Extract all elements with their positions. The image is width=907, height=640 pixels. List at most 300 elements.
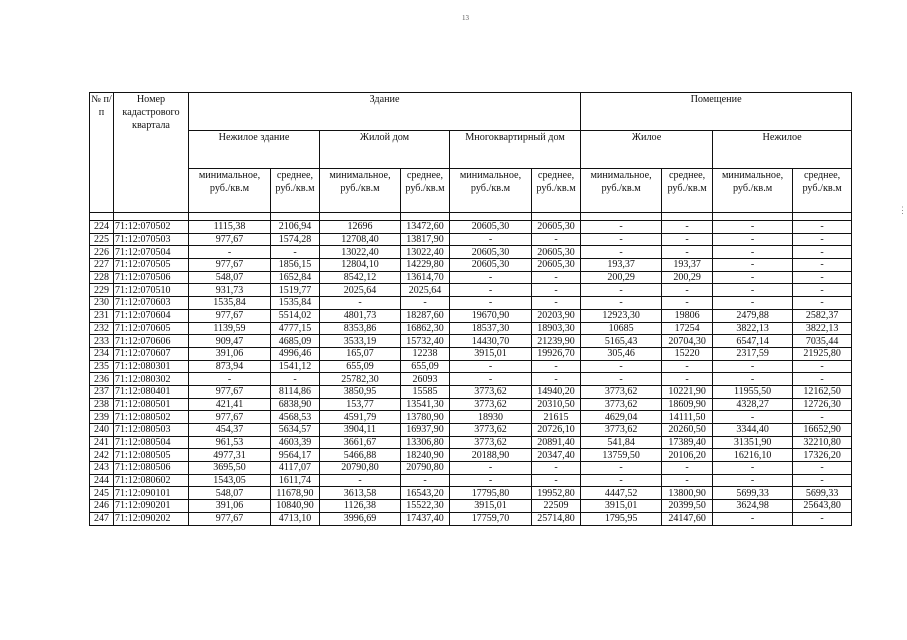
header-minimum <box>713 169 793 213</box>
nonres-building-avg: 9564,17 <box>271 449 320 462</box>
res-premises-min: - <box>581 246 662 259</box>
row-number: 225 <box>90 233 114 246</box>
res-house-min: 3613,58 <box>320 487 401 500</box>
row-number: 234 <box>90 347 114 360</box>
res-house-min: 8542,12 <box>320 271 401 284</box>
nonres-premises-min: 3822,13 <box>713 322 793 335</box>
table-row <box>90 436 852 449</box>
nonres-building-avg: 1611,74 <box>271 474 320 487</box>
cadastral-number: 71:12:070603 <box>114 297 189 310</box>
apartment-building-avg: - <box>532 284 581 297</box>
table-row <box>90 424 852 437</box>
nonres-building-min: 977,67 <box>189 259 271 272</box>
nonres-premises-min: 3344,40 <box>713 424 793 437</box>
nonres-building-avg: 4685,09 <box>271 335 320 348</box>
header-average <box>793 169 852 213</box>
res-house-avg: 13614,70 <box>401 271 450 284</box>
res-premises-min: - <box>581 297 662 310</box>
nonres-premises-avg: - <box>793 512 852 525</box>
table-row <box>90 271 852 284</box>
header-average-label: среднее, руб./кв.м <box>802 170 842 194</box>
edge-mark: ⋮ <box>898 205 907 215</box>
apartment-building-avg: 21239,90 <box>532 335 581 348</box>
nonres-premises-min: 3624,98 <box>713 500 793 513</box>
apartment-building-avg: - <box>532 462 581 475</box>
apartment-building-min: 20605,30 <box>450 259 532 272</box>
row-number: 241 <box>90 436 114 449</box>
row-number: 227 <box>90 259 114 272</box>
cadastral-number: 71:12:070503 <box>114 233 189 246</box>
apartment-building-avg: 20310,50 <box>532 398 581 411</box>
nonres-premises-min: - <box>713 411 793 424</box>
spacer-cell <box>662 213 713 221</box>
res-house-avg: 16543,20 <box>401 487 450 500</box>
res-house-min: 4801,73 <box>320 309 401 322</box>
nonres-building-avg: 1535,84 <box>271 297 320 310</box>
apartment-building-min: 20605,30 <box>450 246 532 259</box>
nonres-premises-avg: - <box>793 259 852 272</box>
table-row <box>90 474 852 487</box>
apartment-building-min: - <box>450 360 532 373</box>
res-premises-min: 193,37 <box>581 259 662 272</box>
header-residential-house: Жилой дом <box>320 131 450 169</box>
header-minimum-label: минимальное, руб./кв.м <box>459 170 522 194</box>
apartment-building-min: 20188,90 <box>450 449 532 462</box>
apartment-building-avg: 20347,40 <box>532 449 581 462</box>
table-row <box>90 373 852 386</box>
row-number: 245 <box>90 487 114 500</box>
res-premises-avg: 20106,20 <box>662 449 713 462</box>
cadastral-number: 71:12:080505 <box>114 449 189 462</box>
res-house-avg: 13817,90 <box>401 233 450 246</box>
cadastral-number: 71:12:080502 <box>114 411 189 424</box>
res-house-avg: 15732,40 <box>401 335 450 348</box>
res-house-min: 12708,40 <box>320 233 401 246</box>
res-premises-min: - <box>581 221 662 234</box>
nonres-premises-avg: 7035,44 <box>793 335 852 348</box>
table-row <box>90 246 852 259</box>
nonres-premises-min: - <box>713 246 793 259</box>
apartment-building-avg: - <box>532 271 581 284</box>
header-cadastral-label: Номер кадастрового квартала <box>122 94 180 131</box>
res-premises-min: - <box>581 373 662 386</box>
spacer-cell <box>581 213 662 221</box>
nonres-building-min: 909,47 <box>189 335 271 348</box>
nonres-premises-min: - <box>713 512 793 525</box>
apartment-building-min: 20605,30 <box>450 221 532 234</box>
cadastral-value-table <box>89 92 852 526</box>
res-house-min: - <box>320 297 401 310</box>
res-premises-min: 4629,04 <box>581 411 662 424</box>
cadastral-number: 71:12:070607 <box>114 347 189 360</box>
nonres-building-min: 1115,38 <box>189 221 271 234</box>
cadastral-number: 71:12:070604 <box>114 309 189 322</box>
spacer-row <box>90 213 852 221</box>
nonres-premises-avg: 21925,80 <box>793 347 852 360</box>
res-house-avg: 17437,40 <box>401 512 450 525</box>
table-row <box>90 347 852 360</box>
apartment-building-avg: 18903,30 <box>532 322 581 335</box>
cadastral-number: 71:12:080506 <box>114 462 189 475</box>
res-premises-avg: - <box>662 462 713 475</box>
spacer-cell <box>793 213 852 221</box>
row-number: 240 <box>90 424 114 437</box>
row-number: 233 <box>90 335 114 348</box>
nonres-building-avg: 4603,39 <box>271 436 320 449</box>
res-house-avg: 18240,90 <box>401 449 450 462</box>
res-premises-avg: - <box>662 297 713 310</box>
spacer-cell <box>271 213 320 221</box>
nonres-premises-avg: - <box>793 271 852 284</box>
res-premises-avg: - <box>662 284 713 297</box>
res-house-avg: - <box>401 297 450 310</box>
header-minimum <box>189 169 271 213</box>
res-premises-min: 10685 <box>581 322 662 335</box>
res-premises-avg: - <box>662 373 713 386</box>
apartment-building-avg: 21615 <box>532 411 581 424</box>
table-row <box>90 233 852 246</box>
res-premises-avg: 17389,40 <box>662 436 713 449</box>
apartment-building-min: 3773,62 <box>450 398 532 411</box>
nonres-building-avg: 4777,15 <box>271 322 320 335</box>
nonres-premises-min: - <box>713 462 793 475</box>
res-premises-min: 305,46 <box>581 347 662 360</box>
res-house-min: 3996,69 <box>320 512 401 525</box>
table-row <box>90 259 852 272</box>
nonres-building-min: 977,67 <box>189 309 271 322</box>
apartment-building-avg: 20203,90 <box>532 309 581 322</box>
apartment-building-avg: 20605,30 <box>532 246 581 259</box>
res-premises-avg: - <box>662 246 713 259</box>
cadastral-number: 71:12:080401 <box>114 385 189 398</box>
cadastral-number: 71:12:080504 <box>114 436 189 449</box>
row-number: 243 <box>90 462 114 475</box>
header-average-label: среднее, руб./кв.м <box>667 170 707 194</box>
res-house-min: 13022,40 <box>320 246 401 259</box>
nonres-premises-avg: - <box>793 360 852 373</box>
apartment-building-min: 14430,70 <box>450 335 532 348</box>
res-premises-min: 3773,62 <box>581 424 662 437</box>
res-premises-avg: 24147,60 <box>662 512 713 525</box>
res-premises-avg: - <box>662 233 713 246</box>
table-body <box>90 221 852 526</box>
nonres-premises-avg: - <box>793 411 852 424</box>
row-number: 231 <box>90 309 114 322</box>
apartment-building-avg: 20726,10 <box>532 424 581 437</box>
nonres-premises-avg: - <box>793 246 852 259</box>
apartment-building-min: 18537,30 <box>450 322 532 335</box>
nonres-premises-min: 2479,88 <box>713 309 793 322</box>
cadastral-number: 71:12:080602 <box>114 474 189 487</box>
nonres-premises-avg: - <box>793 284 852 297</box>
nonres-building-min: 977,67 <box>189 385 271 398</box>
nonres-premises-min: - <box>713 221 793 234</box>
nonres-building-min: 548,07 <box>189 271 271 284</box>
nonres-premises-min: - <box>713 297 793 310</box>
nonres-premises-min: - <box>713 233 793 246</box>
cadastral-number: 71:12:070502 <box>114 221 189 234</box>
res-house-min: 3533,19 <box>320 335 401 348</box>
nonres-building-avg: 1856,15 <box>271 259 320 272</box>
res-house-avg: 16937,90 <box>401 424 450 437</box>
nonres-premises-avg: - <box>793 233 852 246</box>
nonres-premises-min: 4328,27 <box>713 398 793 411</box>
apartment-building-min: - <box>450 373 532 386</box>
apartment-building-min: 3915,01 <box>450 500 532 513</box>
header-average <box>662 169 713 213</box>
nonres-premises-min: 31351,90 <box>713 436 793 449</box>
cadastral-number: 71:12:080301 <box>114 360 189 373</box>
row-number: 244 <box>90 474 114 487</box>
res-premises-min: - <box>581 284 662 297</box>
res-house-min: - <box>320 474 401 487</box>
table-row <box>90 500 852 513</box>
apartment-building-min: 3915,01 <box>450 347 532 360</box>
value-header-row <box>90 169 852 213</box>
apartment-building-min: - <box>450 271 532 284</box>
nonres-building-min: 931,73 <box>189 284 271 297</box>
nonres-premises-avg: - <box>793 462 852 475</box>
table-row <box>90 335 852 348</box>
res-premises-min: 3773,62 <box>581 398 662 411</box>
nonres-premises-min: - <box>713 259 793 272</box>
nonres-premises-avg: - <box>793 373 852 386</box>
nonres-building-avg: - <box>271 373 320 386</box>
apartment-building-avg: 20605,30 <box>532 259 581 272</box>
res-premises-avg: 200,29 <box>662 271 713 284</box>
nonres-premises-min: - <box>713 474 793 487</box>
nonres-building-avg: 10840,90 <box>271 500 320 513</box>
apartment-building-avg: - <box>532 297 581 310</box>
nonres-premises-min: 5699,33 <box>713 487 793 500</box>
res-premises-min: 3773,62 <box>581 385 662 398</box>
apartment-building-avg: - <box>532 233 581 246</box>
apartment-building-avg: 20891,40 <box>532 436 581 449</box>
res-premises-avg: 14111,50 <box>662 411 713 424</box>
table-row <box>90 411 852 424</box>
res-house-min: 5466,88 <box>320 449 401 462</box>
res-house-avg: 20790,80 <box>401 462 450 475</box>
nonres-building-min: 961,53 <box>189 436 271 449</box>
header-average <box>271 169 320 213</box>
table-row <box>90 462 852 475</box>
res-premises-avg: 19806 <box>662 309 713 322</box>
nonres-building-avg: 4996,46 <box>271 347 320 360</box>
nonres-premises-avg: 12162,50 <box>793 385 852 398</box>
apartment-building-min: 18930 <box>450 411 532 424</box>
res-premises-min: 5165,43 <box>581 335 662 348</box>
nonres-premises-avg: 5699,33 <box>793 487 852 500</box>
res-house-avg: - <box>401 474 450 487</box>
res-house-avg: 13780,90 <box>401 411 450 424</box>
nonres-building-avg: 1541,12 <box>271 360 320 373</box>
nonres-building-avg: 5634,57 <box>271 424 320 437</box>
apartment-building-avg: - <box>532 360 581 373</box>
header-nonresidential-premises: Нежилое <box>713 131 852 169</box>
res-house-avg: 15585 <box>401 385 450 398</box>
row-number: 232 <box>90 322 114 335</box>
res-premises-avg: 20704,30 <box>662 335 713 348</box>
header-minimum-label: минимальное, руб./кв.м <box>721 170 784 194</box>
nonres-building-avg: 8114,86 <box>271 385 320 398</box>
row-number: 239 <box>90 411 114 424</box>
cadastral-number: 71:12:080503 <box>114 424 189 437</box>
spacer-cell <box>114 213 189 221</box>
nonres-building-min: 391,06 <box>189 500 271 513</box>
nonres-building-avg: 1519,77 <box>271 284 320 297</box>
row-number: 226 <box>90 246 114 259</box>
header-minimum-label: минимальное, руб./кв.м <box>329 170 391 194</box>
row-number: 238 <box>90 398 114 411</box>
table-row <box>90 297 852 310</box>
res-house-avg: 13022,40 <box>401 246 450 259</box>
cadastral-number: 71:12:090101 <box>114 487 189 500</box>
cadastral-number: 71:12:070504 <box>114 246 189 259</box>
nonres-premises-avg: 2582,37 <box>793 309 852 322</box>
res-premises-min: 3915,01 <box>581 500 662 513</box>
apartment-building-min: 17795,80 <box>450 487 532 500</box>
cadastral-number: 71:12:080501 <box>114 398 189 411</box>
header-building: Здание <box>189 93 581 131</box>
row-number: 235 <box>90 360 114 373</box>
row-number: 246 <box>90 500 114 513</box>
nonres-building-avg: - <box>271 246 320 259</box>
spacer-cell <box>532 213 581 221</box>
header-average-label: среднее, руб./кв.м <box>275 170 315 194</box>
header-average-label: среднее, руб./кв.м <box>536 170 576 194</box>
header-minimum <box>450 169 532 213</box>
res-premises-avg: 17254 <box>662 322 713 335</box>
row-number: 230 <box>90 297 114 310</box>
nonres-building-min: 1139,59 <box>189 322 271 335</box>
nonres-building-avg: 2106,94 <box>271 221 320 234</box>
res-premises-min: 200,29 <box>581 271 662 284</box>
nonres-premises-avg: - <box>793 297 852 310</box>
row-number: 228 <box>90 271 114 284</box>
apartment-building-min: - <box>450 233 532 246</box>
cadastral-number: 71:12:090201 <box>114 500 189 513</box>
res-house-min: 3661,67 <box>320 436 401 449</box>
table-header <box>90 93 852 213</box>
nonres-building-min: 454,37 <box>189 424 271 437</box>
res-premises-min: - <box>581 462 662 475</box>
header-nonresidential-building: Нежилое здание <box>189 131 320 169</box>
spacer-cell <box>713 213 793 221</box>
res-premises-avg: 10221,90 <box>662 385 713 398</box>
nonres-building-min: 1543,05 <box>189 474 271 487</box>
nonres-building-min: 873,94 <box>189 360 271 373</box>
res-house-avg: 12238 <box>401 347 450 360</box>
nonres-premises-min: 11955,50 <box>713 385 793 398</box>
res-premises-avg: - <box>662 360 713 373</box>
res-house-avg: 13541,30 <box>401 398 450 411</box>
nonres-building-avg: 4117,07 <box>271 462 320 475</box>
res-house-min: 1126,38 <box>320 500 401 513</box>
res-premises-avg: - <box>662 474 713 487</box>
nonres-building-min: 3695,50 <box>189 462 271 475</box>
header-minimum <box>320 169 401 213</box>
res-premises-min: 1795,95 <box>581 512 662 525</box>
nonres-premises-min: - <box>713 373 793 386</box>
header-minimum-label: минимальное, руб./кв.м <box>198 170 261 194</box>
spacer-cell <box>450 213 532 221</box>
res-house-min: 25782,30 <box>320 373 401 386</box>
nonres-premises-min: - <box>713 360 793 373</box>
table-row <box>90 221 852 234</box>
nonres-premises-avg: 3822,13 <box>793 322 852 335</box>
apartment-building-avg: - <box>532 474 581 487</box>
spacer-cell <box>401 213 450 221</box>
apartment-building-avg: 20605,30 <box>532 221 581 234</box>
res-premises-min: - <box>581 360 662 373</box>
nonres-building-min: 977,67 <box>189 411 271 424</box>
header-minimum <box>581 169 662 213</box>
header-residential-premises: Жилое <box>581 131 713 169</box>
res-house-min: 3904,11 <box>320 424 401 437</box>
table-row <box>90 487 852 500</box>
apartment-building-min: 3773,62 <box>450 436 532 449</box>
nonres-building-min: 391,06 <box>189 347 271 360</box>
nonres-building-avg: 6838,90 <box>271 398 320 411</box>
cadastral-number: 71:12:070506 <box>114 271 189 284</box>
res-premises-avg: - <box>662 221 713 234</box>
res-house-min: 12804,10 <box>320 259 401 272</box>
nonres-premises-avg: 12726,30 <box>793 398 852 411</box>
res-house-min: 20790,80 <box>320 462 401 475</box>
apartment-building-avg: 14940,20 <box>532 385 581 398</box>
res-house-min: 8353,86 <box>320 322 401 335</box>
row-number: 236 <box>90 373 114 386</box>
nonres-premises-avg: 25643,80 <box>793 500 852 513</box>
res-house-avg: 13306,80 <box>401 436 450 449</box>
nonres-building-avg: 1574,28 <box>271 233 320 246</box>
res-premises-min: 12923,30 <box>581 309 662 322</box>
nonres-building-min: 548,07 <box>189 487 271 500</box>
header-apartment-building: Многоквартирный дом <box>450 131 581 169</box>
nonres-building-min: - <box>189 373 271 386</box>
cadastral-number: 71:12:090202 <box>114 512 189 525</box>
res-house-min: 12696 <box>320 221 401 234</box>
apartment-building-min: 17759,70 <box>450 512 532 525</box>
res-house-avg: 16862,30 <box>401 322 450 335</box>
nonres-building-avg: 4568,53 <box>271 411 320 424</box>
apartment-building-avg: 19952,80 <box>532 487 581 500</box>
table-row <box>90 512 852 525</box>
cadastral-number: 71:12:070510 <box>114 284 189 297</box>
res-house-avg: 2025,64 <box>401 284 450 297</box>
apartment-building-avg: 19926,70 <box>532 347 581 360</box>
res-premises-avg: 13800,90 <box>662 487 713 500</box>
apartment-building-avg: 22509 <box>532 500 581 513</box>
nonres-building-avg: 1652,84 <box>271 271 320 284</box>
apartment-building-min: - <box>450 284 532 297</box>
res-house-avg: 13472,60 <box>401 221 450 234</box>
page-number: 13 <box>462 14 469 22</box>
res-premises-min: 541,84 <box>581 436 662 449</box>
table-row <box>90 309 852 322</box>
row-number: 242 <box>90 449 114 462</box>
apartment-building-min: 19670,90 <box>450 309 532 322</box>
header-number <box>90 93 114 213</box>
spacer-cell <box>320 213 401 221</box>
res-house-min: 153,77 <box>320 398 401 411</box>
table-row <box>90 398 852 411</box>
nonres-premises-avg: 16652,90 <box>793 424 852 437</box>
nonres-premises-avg: - <box>793 221 852 234</box>
res-house-min: 655,09 <box>320 360 401 373</box>
header-average <box>401 169 450 213</box>
res-premises-avg: 193,37 <box>662 259 713 272</box>
